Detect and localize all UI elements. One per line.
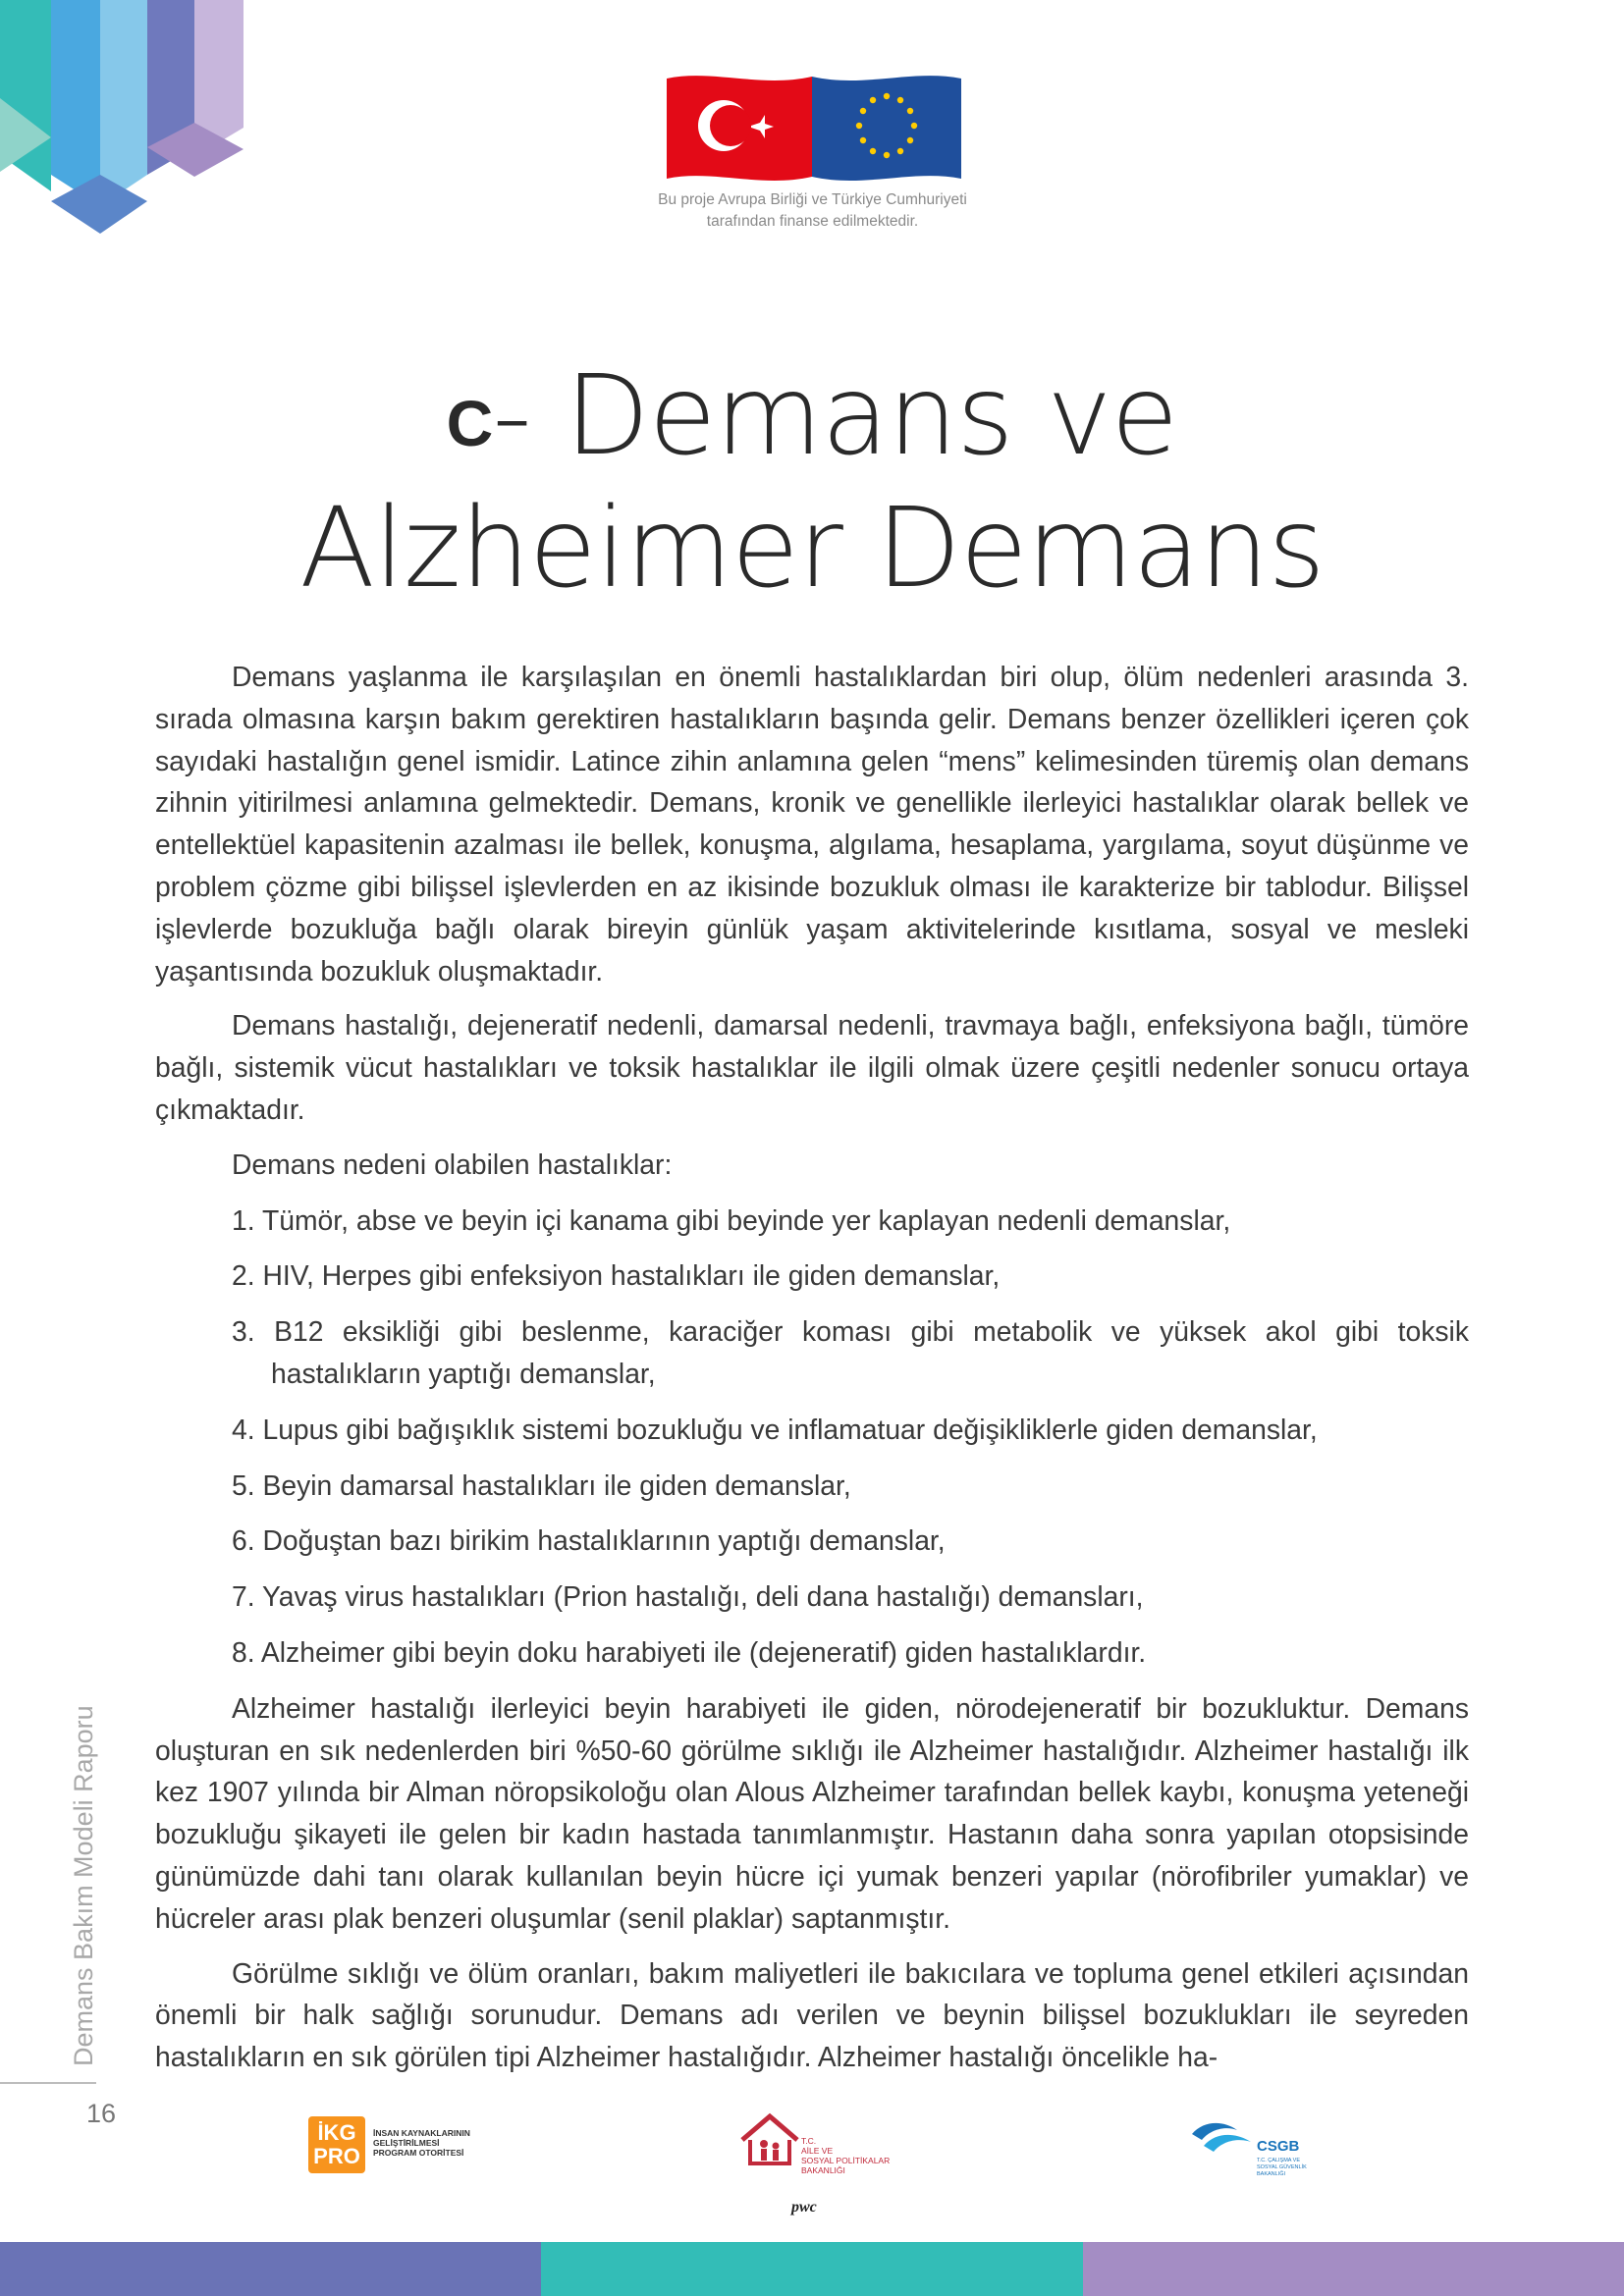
- aile-caption: T.C. AİLE VE SOSYAL POLİTİKALAR BAKANLIĞI: [801, 2136, 891, 2175]
- side-divider: [0, 2082, 96, 2084]
- page-title-line-2: Alzheimer Demans: [299, 485, 1325, 613]
- list-item: 1. Tümör, abse ve beyin içi kanama gibi beyinde yer kaplayan nedenli demanslar,: [232, 1203, 1231, 1236]
- pwc-logo: pwc: [791, 2199, 817, 2216]
- section-letter: C: [446, 387, 493, 459]
- csgb-wave-icon: [1188, 2112, 1257, 2162]
- band-left: [0, 2242, 541, 2296]
- ikg-caption: İNSAN KAYNAKLARININ GELİŞTİRİLMESİ PROGRAM OTORİTESİ: [373, 2128, 470, 2158]
- report-side-label: Demans Bakım Modeli Raporu: [69, 1705, 98, 2066]
- funding-flags: [663, 69, 962, 187]
- ikg-logo-mark: İKG PRO: [308, 2116, 365, 2173]
- corner-decoration: [0, 0, 245, 245]
- funding-note: Bu proje Avrupa Birliği ve Türkiye Cumhuriyeti tarafından finanse edilmektedir.: [658, 191, 967, 230]
- list-item: 7. Yavaş virus hastalıkları (Prion hastalığı, deli dana hastalığı) demansları,: [232, 1580, 1144, 1613]
- list-item: 3. B12 eksikliği gibi beslenme, karaciğer koması gibi metabolik ve yüksek akol gibi toksik hastalıkların yaptığı demanslar,: [232, 1315, 1469, 1389]
- list-item: 5. Beyin damarsal hastalıkları ile giden demanslar,: [232, 1468, 851, 1501]
- aile-bakanligi-logo: [736, 2110, 891, 2175]
- band-middle: [541, 2242, 1082, 2296]
- ikg-pro-logo: [308, 2116, 491, 2173]
- paragraph-1: Demans yaşlanma ile karşılaşılan en önemli hastalıklardan biri olup, ölüm nedenleri arasında 3. sırada olmasına karşın bakım gerektiren hastalıkların başında gelir. Demans benzer özellikleri içeren çok sayıdaki hastalığın genel ismidir. Latince zihin anlamına gelen “mens” kelimesinden türemiş olan demans zihnin yitirilmesi anlamına gelmektedir. Demans, kronik ve genellikle ilerleyici hastalıklar olarak bellek ve entellektüel kapasitenin azalması ile bellek, konuşma, algılama, hesaplama, yargılama, soyut düşünme ve problem çözme gibi bilişsel işlevlerden en az ikisinde bozukluk olması ile karakterize bir tablodur. Bilişsel işlevlerde bozukluğa bağlı olarak bireyin günlük yaşam aktivitelerinde kısıtlama, sosyal ve mesleki yaşantısında bozukluk oluşmaktadır.: [155, 661, 1469, 987]
- list-intro: Demans nedeni olabilen hastalıklar:: [232, 1148, 673, 1180]
- page-title-line-1: [0, 351, 1624, 488]
- list-item: 4. Lupus gibi bağışıklık sistemi bozukluğu ve inflamatuar değişikliklerle giden demanslar,: [232, 1413, 1318, 1445]
- title-text-1: - Demans ve: [492, 352, 1178, 480]
- list-item: 8. Alzheimer gibi beyin doku harabiyeti ile (dejeneratif) giden hastalıklardır.: [232, 1635, 1147, 1668]
- list-item: 2. HIV, Herpes gibi enfeksiyon hastalıkları ile giden demanslar,: [232, 1259, 1001, 1292]
- csgb-logo: [1188, 2112, 1307, 2177]
- causes-list: [155, 1200, 1469, 1674]
- paragraph-4: Görülme sıklığı ve ölüm oranları, bakım maliyetleri ile bakıcılara ve topluma genel etkileri açısından önemli bir halk sağlığı sorunudur. Demans adı verilen ve beynin bilişsel bozuklukları ile seyreden hastalıkların en sık görülen tipi Alzheimer hastalığıdır. Alzheimer hastalığı öncelikle ha-: [155, 1956, 1469, 2073]
- flags-icon: [663, 69, 962, 187]
- family-house-icon: [736, 2110, 805, 2169]
- paragraph-3: Alzheimer hastalığı ilerleyici beyin harabiyeti ile giden, nörodejeneratif bir bozukluktur. Demans oluşturan en sık nedenlerden biri %50-60 görülme sıklığı ile Alzheimer hastalığıdır. Alzheimer hastalığı ilk kez 1907 yılında bir Alman nöropsikoloğu olan Alous Alzheimer tarafından bellek kaybı, konuşma yeteneği bozukluğu şikayeti ile gelen bir kadın hastada tanımlanmıştır. Hastanın daha sonra yapılan otopsisinde günümüzde dahi tanı olarak kullanılan beyin hücre içi yumak benzeri yapılar (nörofibriler yumaklar) ve hücreler arası plak benzeri oluşumlar (senil plaklar) saptanmıştır.: [155, 1691, 1469, 1934]
- list-item: 6. Doğuştan bazı birikim hastalıklarının yaptığı demanslar,: [232, 1524, 946, 1557]
- csgb-caption: T.C. ÇALIŞMA VE SOSYAL GÜVENLİK BAKANLIĞI: [1257, 2158, 1307, 2177]
- band-right: [1083, 2242, 1624, 2296]
- body-text: [155, 656, 1469, 2091]
- paragraph-2: Demans hastalığı, dejeneratif nedenli, damarsal nedenli, travmaya bağlı, enfeksiyona bağlı, tümöre bağlı, sistemik vücut hastalıkları ve toksik hastalıklar ile ilgili olmak üzere çeşitli nedenler sonucu ortaya çıkmaktadır.: [155, 1009, 1469, 1125]
- page-number: 16: [86, 2099, 117, 2128]
- bottom-color-band: [0, 2242, 1624, 2296]
- eu-flag: [812, 76, 961, 181]
- csgb-title: CSGB: [1257, 2138, 1300, 2155]
